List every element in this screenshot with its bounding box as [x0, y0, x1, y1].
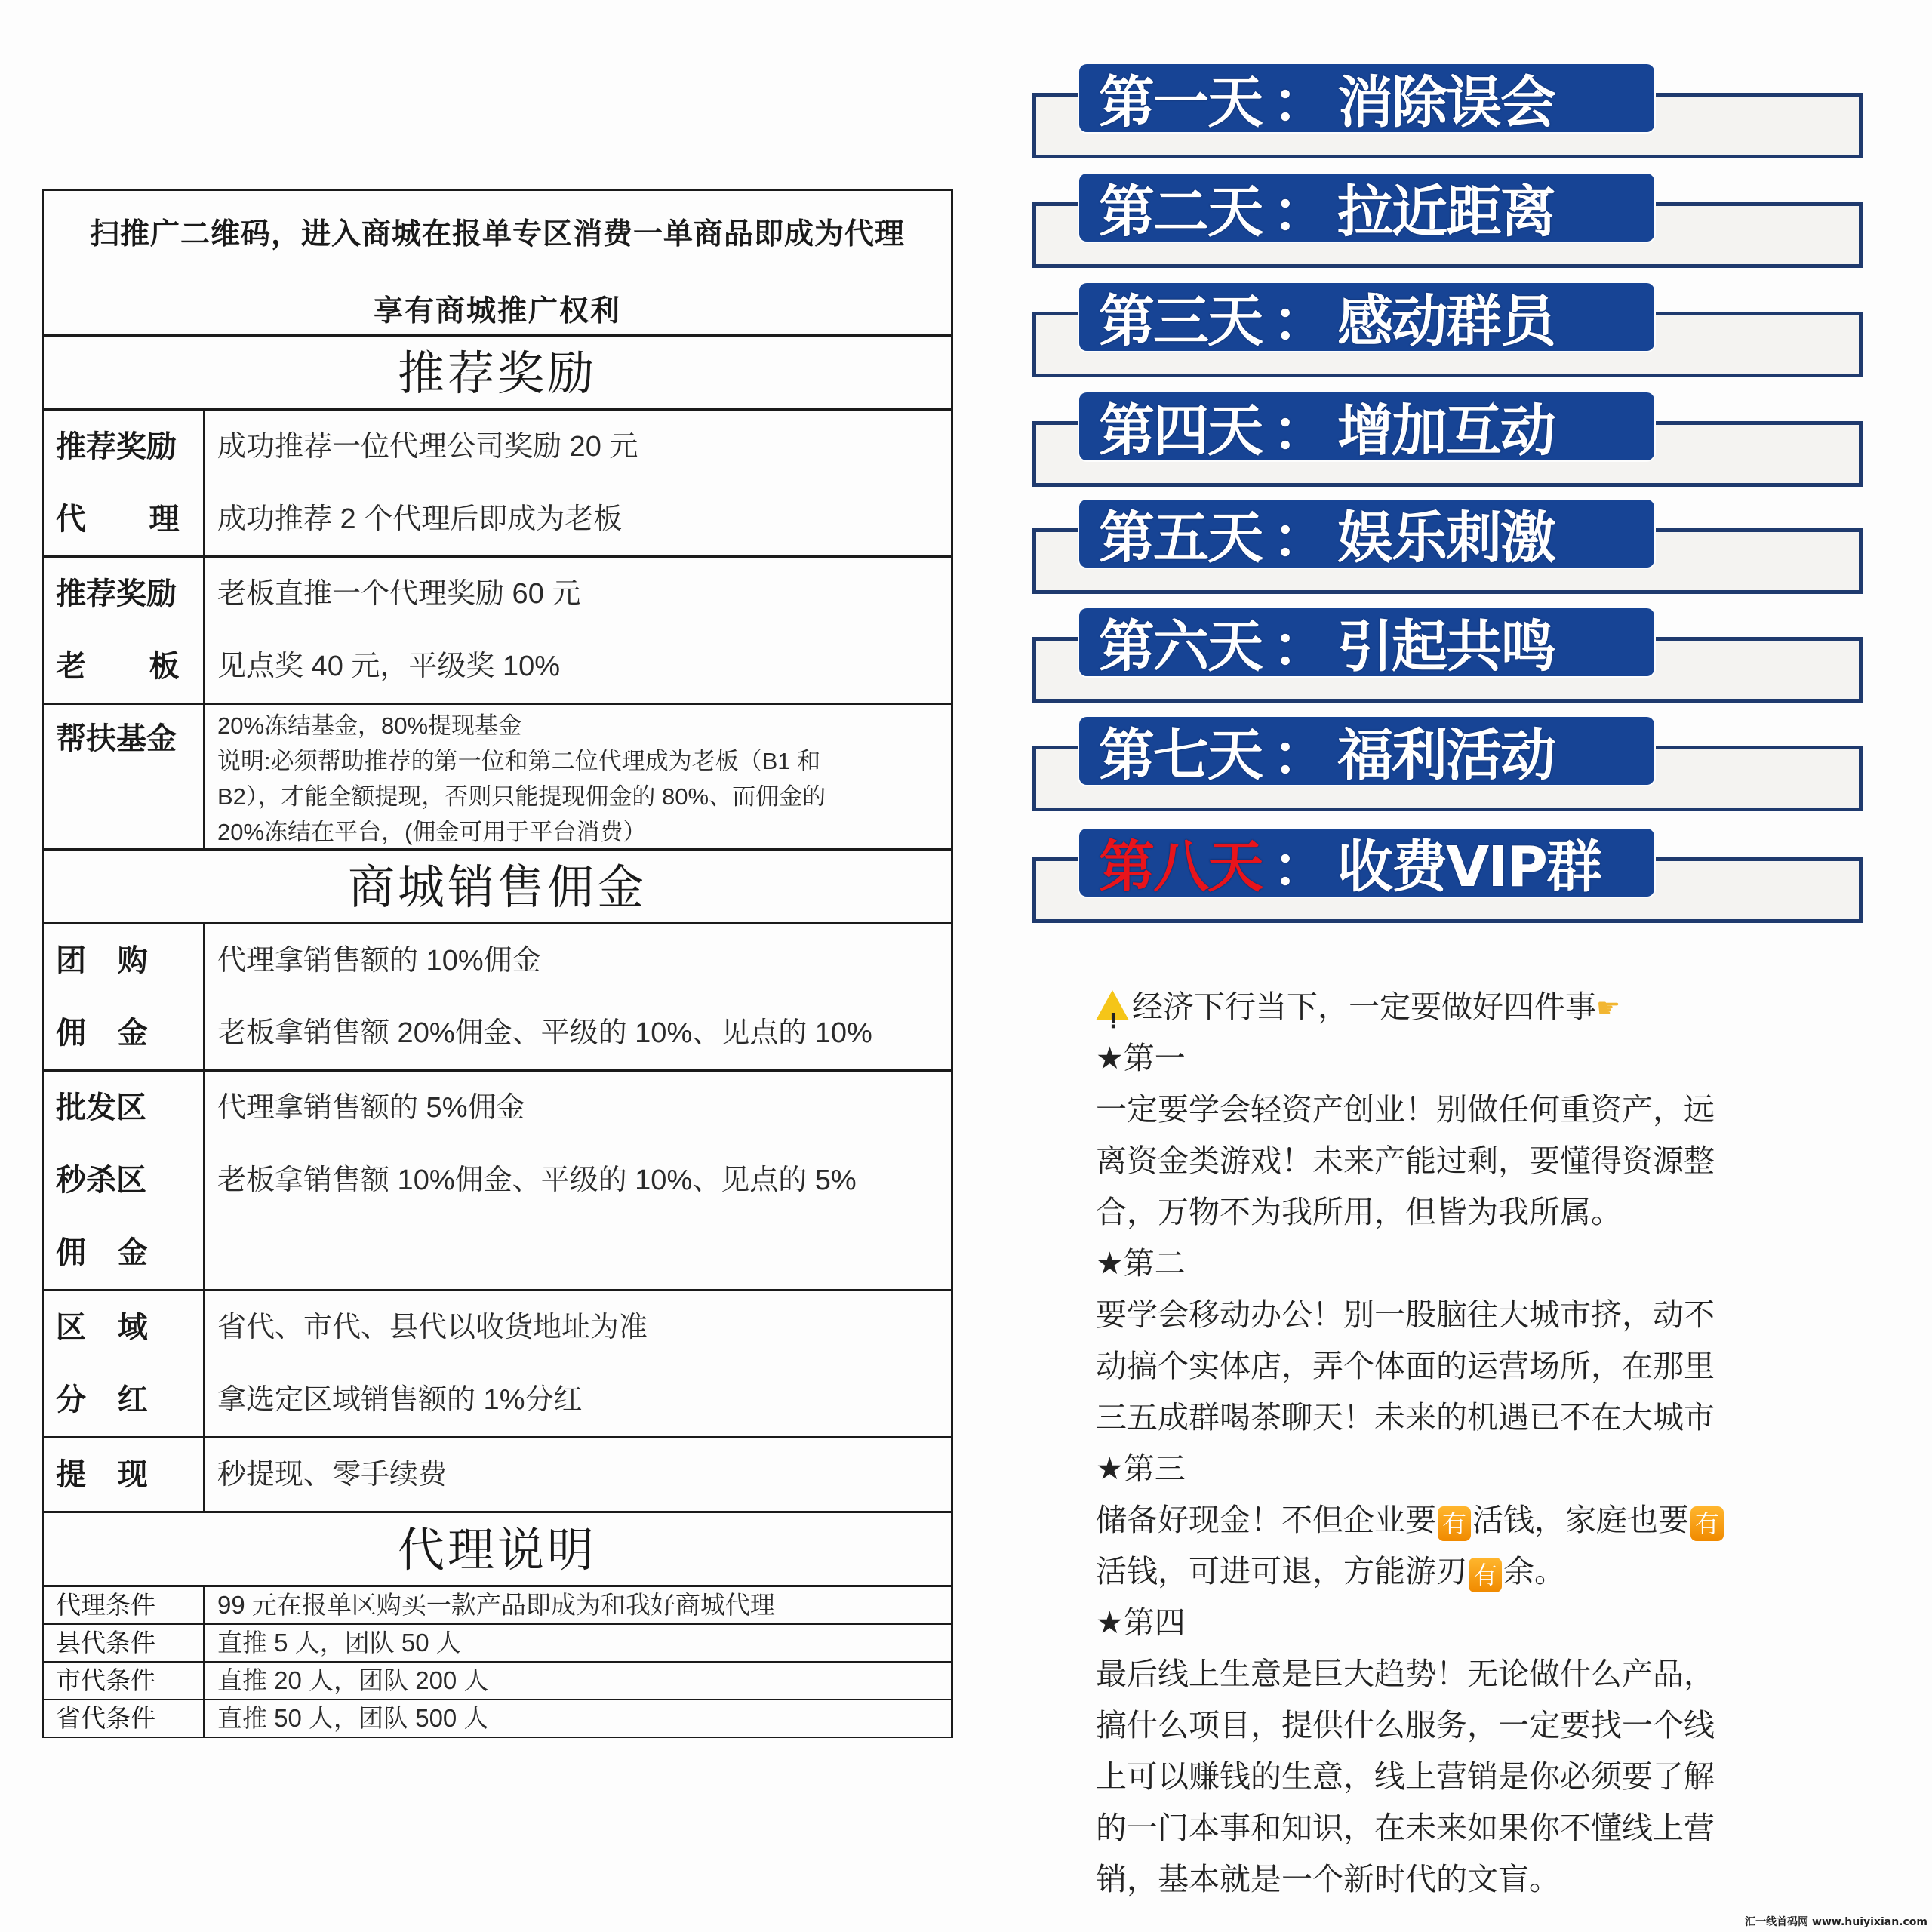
colon: ： [1272, 506, 1327, 571]
label-line: 市代条件 [56, 1666, 155, 1695]
paragraph-line: 销，基本就是一个新时代的文盲。 [1096, 1861, 1560, 1897]
day-banner-3 [1032, 283, 1863, 396]
table-row-province-condition [44, 1700, 951, 1737]
value-line: 99 元在报单区购买一款产品即成为和我好商城代理 [217, 1591, 775, 1619]
table-row-county-condition [44, 1625, 951, 1663]
label-line: 批发区 [56, 1090, 146, 1125]
value-line: 老板直推一个代理奖励 60 元 [217, 578, 581, 610]
point-title [1096, 1443, 1775, 1494]
row-value [205, 924, 951, 1069]
day-number: 第七天 [1099, 723, 1262, 788]
row-label [44, 411, 205, 555]
point-title-text: 第三 [1123, 1451, 1186, 1487]
value-line: 代理拿销售额的 10%佣金 [217, 945, 541, 977]
day-banner-5 [1032, 500, 1863, 613]
paragraph-line: 上可以赚钱的生意，线上营销是你必须要了解 [1096, 1758, 1715, 1795]
value-line: B2），才能全额提现，否则只能提现佣金的 80%、而佣金的 [217, 783, 826, 810]
label-line: 推荐奖励 [56, 429, 177, 464]
value-line: 秒提现、零手续费 [217, 1459, 448, 1491]
row-label [44, 924, 205, 1069]
colon: ： [1272, 70, 1327, 135]
paragraph-line: 三五成群喝茶聊天！未来的机遇已不在大城市 [1096, 1399, 1715, 1435]
value-line: 20%冻结在平台，(佣金可用于平台消费） [217, 819, 647, 845]
table-row-referral-boss [44, 558, 951, 705]
row-value [205, 1700, 951, 1737]
paragraph-line: 的一门本事和知识，在未来如果你不懂线上营 [1096, 1810, 1715, 1846]
label-line: 县代条件 [56, 1628, 155, 1657]
row-value [205, 1587, 951, 1623]
day-banner-8 [1032, 829, 1863, 942]
colon: ： [1272, 180, 1327, 245]
point-title [1096, 1032, 1775, 1084]
table-row-referral-agent [44, 411, 951, 558]
label-line: 老 板 [56, 648, 180, 684]
row-value [205, 705, 951, 848]
table-row-regional-dividend [44, 1291, 951, 1438]
heading-text: 经济下行当下，一定要做好四件事 [1132, 989, 1596, 1025]
table-row-support-fund [44, 705, 951, 851]
label-line: 团 购 [56, 943, 148, 978]
day-number: 第三天 [1099, 289, 1262, 354]
banner-pill [1079, 500, 1654, 571]
row-value [205, 1291, 951, 1436]
day-topic: 娱乐刺激 [1337, 506, 1555, 571]
star-icon: ★ [1096, 1451, 1124, 1487]
label-line: 代 理 [56, 501, 180, 537]
table-row-wholesale [44, 1072, 951, 1291]
table-row-group-buy [44, 924, 951, 1072]
you-emoji-badge-icon: 有 [1469, 1558, 1502, 1592]
paragraph-line: 搞什么项目，提供什么服务，一定要找一个线 [1096, 1707, 1715, 1743]
row-value [205, 1438, 951, 1511]
day-number: 第一天 [1099, 70, 1262, 135]
value-line: 省代、市代、县代以收货地址为准 [217, 1312, 648, 1343]
policy-table [42, 189, 953, 1738]
row-label [44, 705, 205, 848]
day-banner-1 [1032, 64, 1863, 177]
day-topic: 福利活动 [1337, 723, 1555, 788]
value-line: 老板拿销售额 20%佣金、平级的 10%、见点的 10% [217, 1017, 872, 1049]
star-icon: ★ [1096, 1040, 1124, 1076]
point-title [1096, 1597, 1775, 1648]
intro-line-1: 扫推广二维码，进入商城在报单专区消费一单商品即成为代理 [89, 217, 905, 251]
row-label [44, 1663, 205, 1699]
section-title-referral: 推荐奖励 [44, 337, 951, 411]
value-line: 见点奖 40 元，平级奖 10% [217, 651, 560, 682]
banner-pill [1079, 392, 1654, 463]
paragraph-line: 要学会移动办公！别一股脑往大城市挤，动不 [1096, 1297, 1715, 1333]
value-line: 老板拿销售额 10%佣金、平级的 10%、见点的 5% [217, 1164, 857, 1196]
value-line: 直推 20 人，团队 200 人 [217, 1666, 489, 1694]
banner-pill [1079, 829, 1654, 900]
colon: ： [1272, 398, 1327, 463]
point-title [1096, 1238, 1775, 1289]
point-title-text: 第二 [1123, 1245, 1186, 1281]
value-line: 直推 5 人，团队 50 人 [217, 1629, 461, 1657]
article-heading [1096, 981, 1775, 1032]
table-row-agent-condition [44, 1587, 951, 1625]
intro-header [44, 191, 951, 337]
day-topic: 拉近距离 [1337, 180, 1555, 245]
row-value [205, 1072, 951, 1289]
section-title-commission: 商城销售佣金 [44, 851, 951, 924]
banner-pill [1079, 174, 1654, 245]
value-line: 代理拿销售额的 5%佣金 [217, 1092, 525, 1124]
section-title-agent: 代理说明 [44, 1513, 951, 1587]
colon: ： [1272, 289, 1327, 354]
row-label [44, 1625, 205, 1661]
value-line: 成功推荐 2 个代理后即成为老板 [217, 503, 623, 535]
day-banner-6 [1032, 608, 1863, 721]
day-number: 第六天 [1099, 614, 1262, 679]
row-label [44, 1291, 205, 1436]
value-line: 成功推荐一位代理公司奖励 20 元 [217, 431, 638, 463]
day-topic: 引起共鸣 [1337, 614, 1555, 679]
table-row-withdrawal [44, 1438, 951, 1513]
text-segment: 储备好现金！不但企业要 [1096, 1502, 1436, 1538]
label-line: 省代条件 [56, 1703, 155, 1733]
label-line: 代理条件 [56, 1590, 155, 1620]
paragraph-line: 合，万物不为我所用，但皆为我所属。 [1096, 1194, 1622, 1230]
day-number: 第五天 [1099, 506, 1262, 571]
day-topic: 感动群员 [1337, 289, 1555, 354]
day-topic: 消除误会 [1337, 70, 1555, 135]
banner-pill [1079, 64, 1654, 135]
colon: ： [1272, 723, 1327, 788]
day-banner-2 [1032, 174, 1863, 287]
you-emoji-badge-icon: 有 [1690, 1506, 1724, 1541]
banner-pill [1079, 717, 1654, 788]
watermark: 汇一线首码网 www.huiyixian.com [1745, 1916, 1927, 1928]
text-segment: 活钱，可进可退，方能游刃 [1096, 1553, 1467, 1589]
day-banner-7 [1032, 717, 1863, 830]
paragraph-line: 动搞个实体店，弄个体面的运营场所，在那里 [1096, 1348, 1715, 1384]
day-topic: 收费VIP群 [1337, 835, 1601, 900]
pointing-hand-icon: ☛ [1596, 993, 1621, 1024]
row-label [44, 1438, 205, 1511]
row-value [205, 558, 951, 703]
label-line: 区 域 [56, 1309, 148, 1345]
row-value [205, 411, 951, 555]
label-line: 帮扶基金 [56, 721, 177, 756]
paragraph-line: 离资金类游戏！未来产能过剩，要懂得资源整 [1096, 1143, 1715, 1179]
point-title-text: 第四 [1123, 1604, 1186, 1641]
paragraph-line [1096, 1494, 1775, 1546]
label-line: 佣 金 [56, 1015, 148, 1051]
day-number: 第四天 [1099, 398, 1262, 463]
text-segment: 余。 [1503, 1553, 1565, 1589]
paragraph-line [1096, 1546, 1775, 1597]
row-label [44, 1587, 205, 1623]
label-line: 分 红 [56, 1382, 148, 1417]
value-line: 拿选定区域销售额的 1%分红 [217, 1384, 583, 1416]
intro-line-2: 享有商城推广权利 [373, 294, 621, 328]
label-line: 推荐奖励 [56, 576, 177, 611]
article-four-things [1096, 981, 1775, 1905]
row-value [205, 1625, 951, 1661]
label-line: 秒杀区 [56, 1162, 146, 1198]
value-line [217, 1217, 951, 1289]
value-line: 20%冻结基金，80%提现基金 [217, 712, 522, 739]
value-line: 说明:必须帮助推荐的第一位和第二位代理成为老板（B1 和 [217, 748, 821, 774]
warning-icon [1096, 990, 1129, 1020]
paragraph-line: 最后线上生意是巨大趋势！无论做什么产品， [1096, 1656, 1715, 1692]
row-value [205, 1663, 951, 1699]
star-icon: ★ [1096, 1604, 1124, 1641]
you-emoji-badge-icon: 有 [1438, 1506, 1471, 1541]
value-line: 直推 50 人，团队 500 人 [217, 1704, 489, 1732]
colon: ： [1272, 835, 1327, 900]
day-number: 第二天 [1099, 180, 1262, 245]
point-title-text: 第一 [1123, 1040, 1186, 1076]
day-number-highlighted: 第八天 [1099, 835, 1262, 900]
banner-pill [1079, 608, 1654, 679]
row-label [44, 1072, 205, 1289]
day-topic: 增加互动 [1337, 398, 1555, 463]
banner-pill [1079, 283, 1654, 354]
day-banner-4 [1032, 392, 1863, 506]
row-label [44, 558, 205, 703]
star-icon: ★ [1096, 1245, 1124, 1281]
text-segment: 活钱，家庭也要 [1472, 1502, 1689, 1538]
paragraph-line: 一定要学会轻资产创业！别做任何重资产，远 [1096, 1091, 1715, 1128]
row-label [44, 1700, 205, 1737]
table-row-city-condition [44, 1663, 951, 1700]
colon: ： [1272, 614, 1327, 679]
label-line: 提 现 [56, 1457, 148, 1492]
label-line: 佣 金 [56, 1235, 148, 1270]
